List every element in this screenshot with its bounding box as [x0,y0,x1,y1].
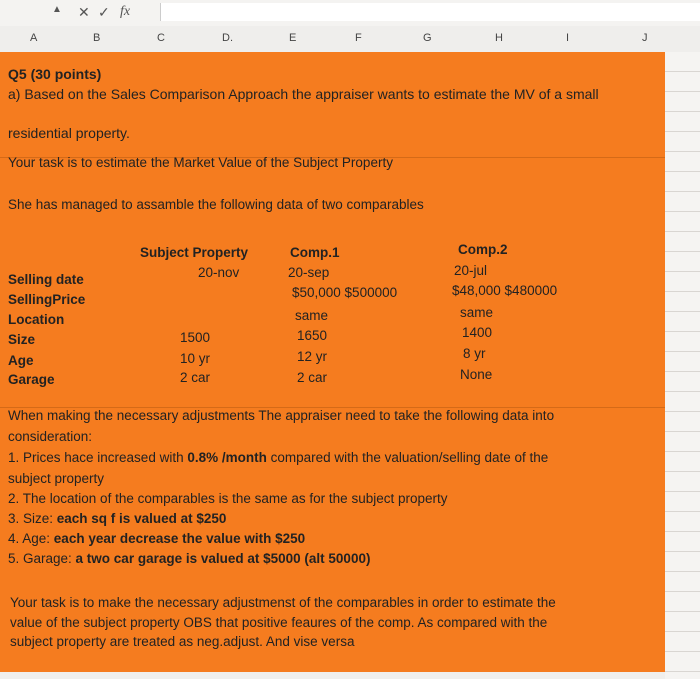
comp2-size: 1400 [462,325,493,340]
column-h[interactable]: H [495,32,503,44]
comp2-location: same [460,305,494,320]
confirm-icon[interactable]: ✓ [98,4,110,20]
adjustment-item-5-value: a two car garage is valued at $5000 (alt 50000) [75,551,371,566]
adjustment-item-1-text: 1. Prices hace increased with [8,450,188,465]
adjustments-intro-2: consideration: [8,429,93,444]
final-task-line-2: value of the subject property OBS that positive feaures of the comp. As compared with the [10,615,548,630]
comp2-selling-price: $48,000 $480000 [452,283,558,298]
cancel-icon[interactable]: ✕ [78,4,90,20]
column-i[interactable]: I [566,32,570,44]
row-label-location: Location [8,312,65,327]
row-label-selling-price: SellingPrice [8,292,86,307]
comp1-size: 1650 [297,328,328,343]
column-header-bar [0,26,700,53]
column-j[interactable]: J [642,32,648,44]
subject-garage: 2 car [180,370,211,385]
adjustment-item-1 [8,450,548,466]
subject-size: 1500 [180,330,211,345]
column-g[interactable]: G [423,32,432,44]
row-label-age: Age [8,353,34,368]
adjustments-intro-1: When making the necessary adjustments The appraiser need to take the following data into [8,408,555,423]
adjustment-item-4-value: each year decrease the value with $250 [53,531,306,546]
comp2-age: 8 yr [463,346,486,361]
comp1-selling-date: 20-sep [288,265,330,280]
task-line: Your task is to estimate the Market Value of the Subject Property [8,155,393,170]
formula-bar [0,0,700,27]
comp2-selling-date: 20-jul [454,263,488,278]
column-d[interactable]: D. [222,32,233,44]
header-comp2: Comp.2 [458,242,508,257]
comp1-garage: 2 car [297,370,328,385]
column-f[interactable]: F [355,32,362,44]
assemble-line: She has managed to assamble the following data of two comparables [8,197,424,212]
adjustment-item-3 [8,511,226,527]
comp2-garage: None [460,367,493,382]
comp1-location: same [295,308,329,323]
row-label-size: Size [8,332,36,347]
adjustment-item-4 [8,531,305,547]
column-a[interactable]: A [30,32,38,44]
comp1-selling-price: $50,000 $500000 [292,285,398,300]
final-task-line-3: subject property are treated as neg.adjust. And vise versa [10,634,355,649]
intro-line-1: a) Based on the Sales Comparison Approach the appraiser wants to estimate the MV of a small [8,86,599,102]
column-e[interactable]: E [289,32,297,44]
adjustment-item-5 [8,551,370,567]
header-subject: Subject Property [140,245,249,260]
row-label-selling-date: Selling date [8,272,84,287]
adjustment-item-4-label: 4. Age: [8,531,54,546]
adjustment-item-3-value: each sq f is valued at $250 [56,511,227,526]
comp1-age: 12 yr [297,349,328,364]
adjustment-item-2: 2. The location of the comparables is the same as for the subject property [8,491,448,506]
subject-selling-date: 20-nov [198,265,240,280]
header-comp1: Comp.1 [290,245,340,260]
adjustment-item-5-label: 5. Garage: [8,551,76,566]
fx-icon[interactable]: fx [120,4,131,19]
subject-age: 10 yr [180,351,211,366]
adjustment-item-1-rate: 0.8% /month [187,450,267,465]
row-label-garage: Garage [8,372,55,387]
question-title: Q5 (30 points) [8,66,102,82]
stepper-icon[interactable]: ▲ [52,4,62,15]
intro-line-2: residential property. [8,125,130,141]
formula-input[interactable] [160,3,700,21]
adjustment-item-3-label: 3. Size: [8,511,57,526]
highlighted-cell-range [0,52,665,672]
spreadsheet-grid [0,52,700,679]
adjustment-item-1-rest: compared with the valuation/selling date of the [266,450,549,465]
grid-cells-right[interactable] [665,52,700,679]
adjustment-item-1-cont: subject property [8,471,105,486]
final-task-line-1: Your task is to make the necessary adjustmenst of the comparables in order to estimate the [10,595,556,610]
column-c[interactable]: C [157,32,165,44]
column-b[interactable]: B [93,32,101,44]
